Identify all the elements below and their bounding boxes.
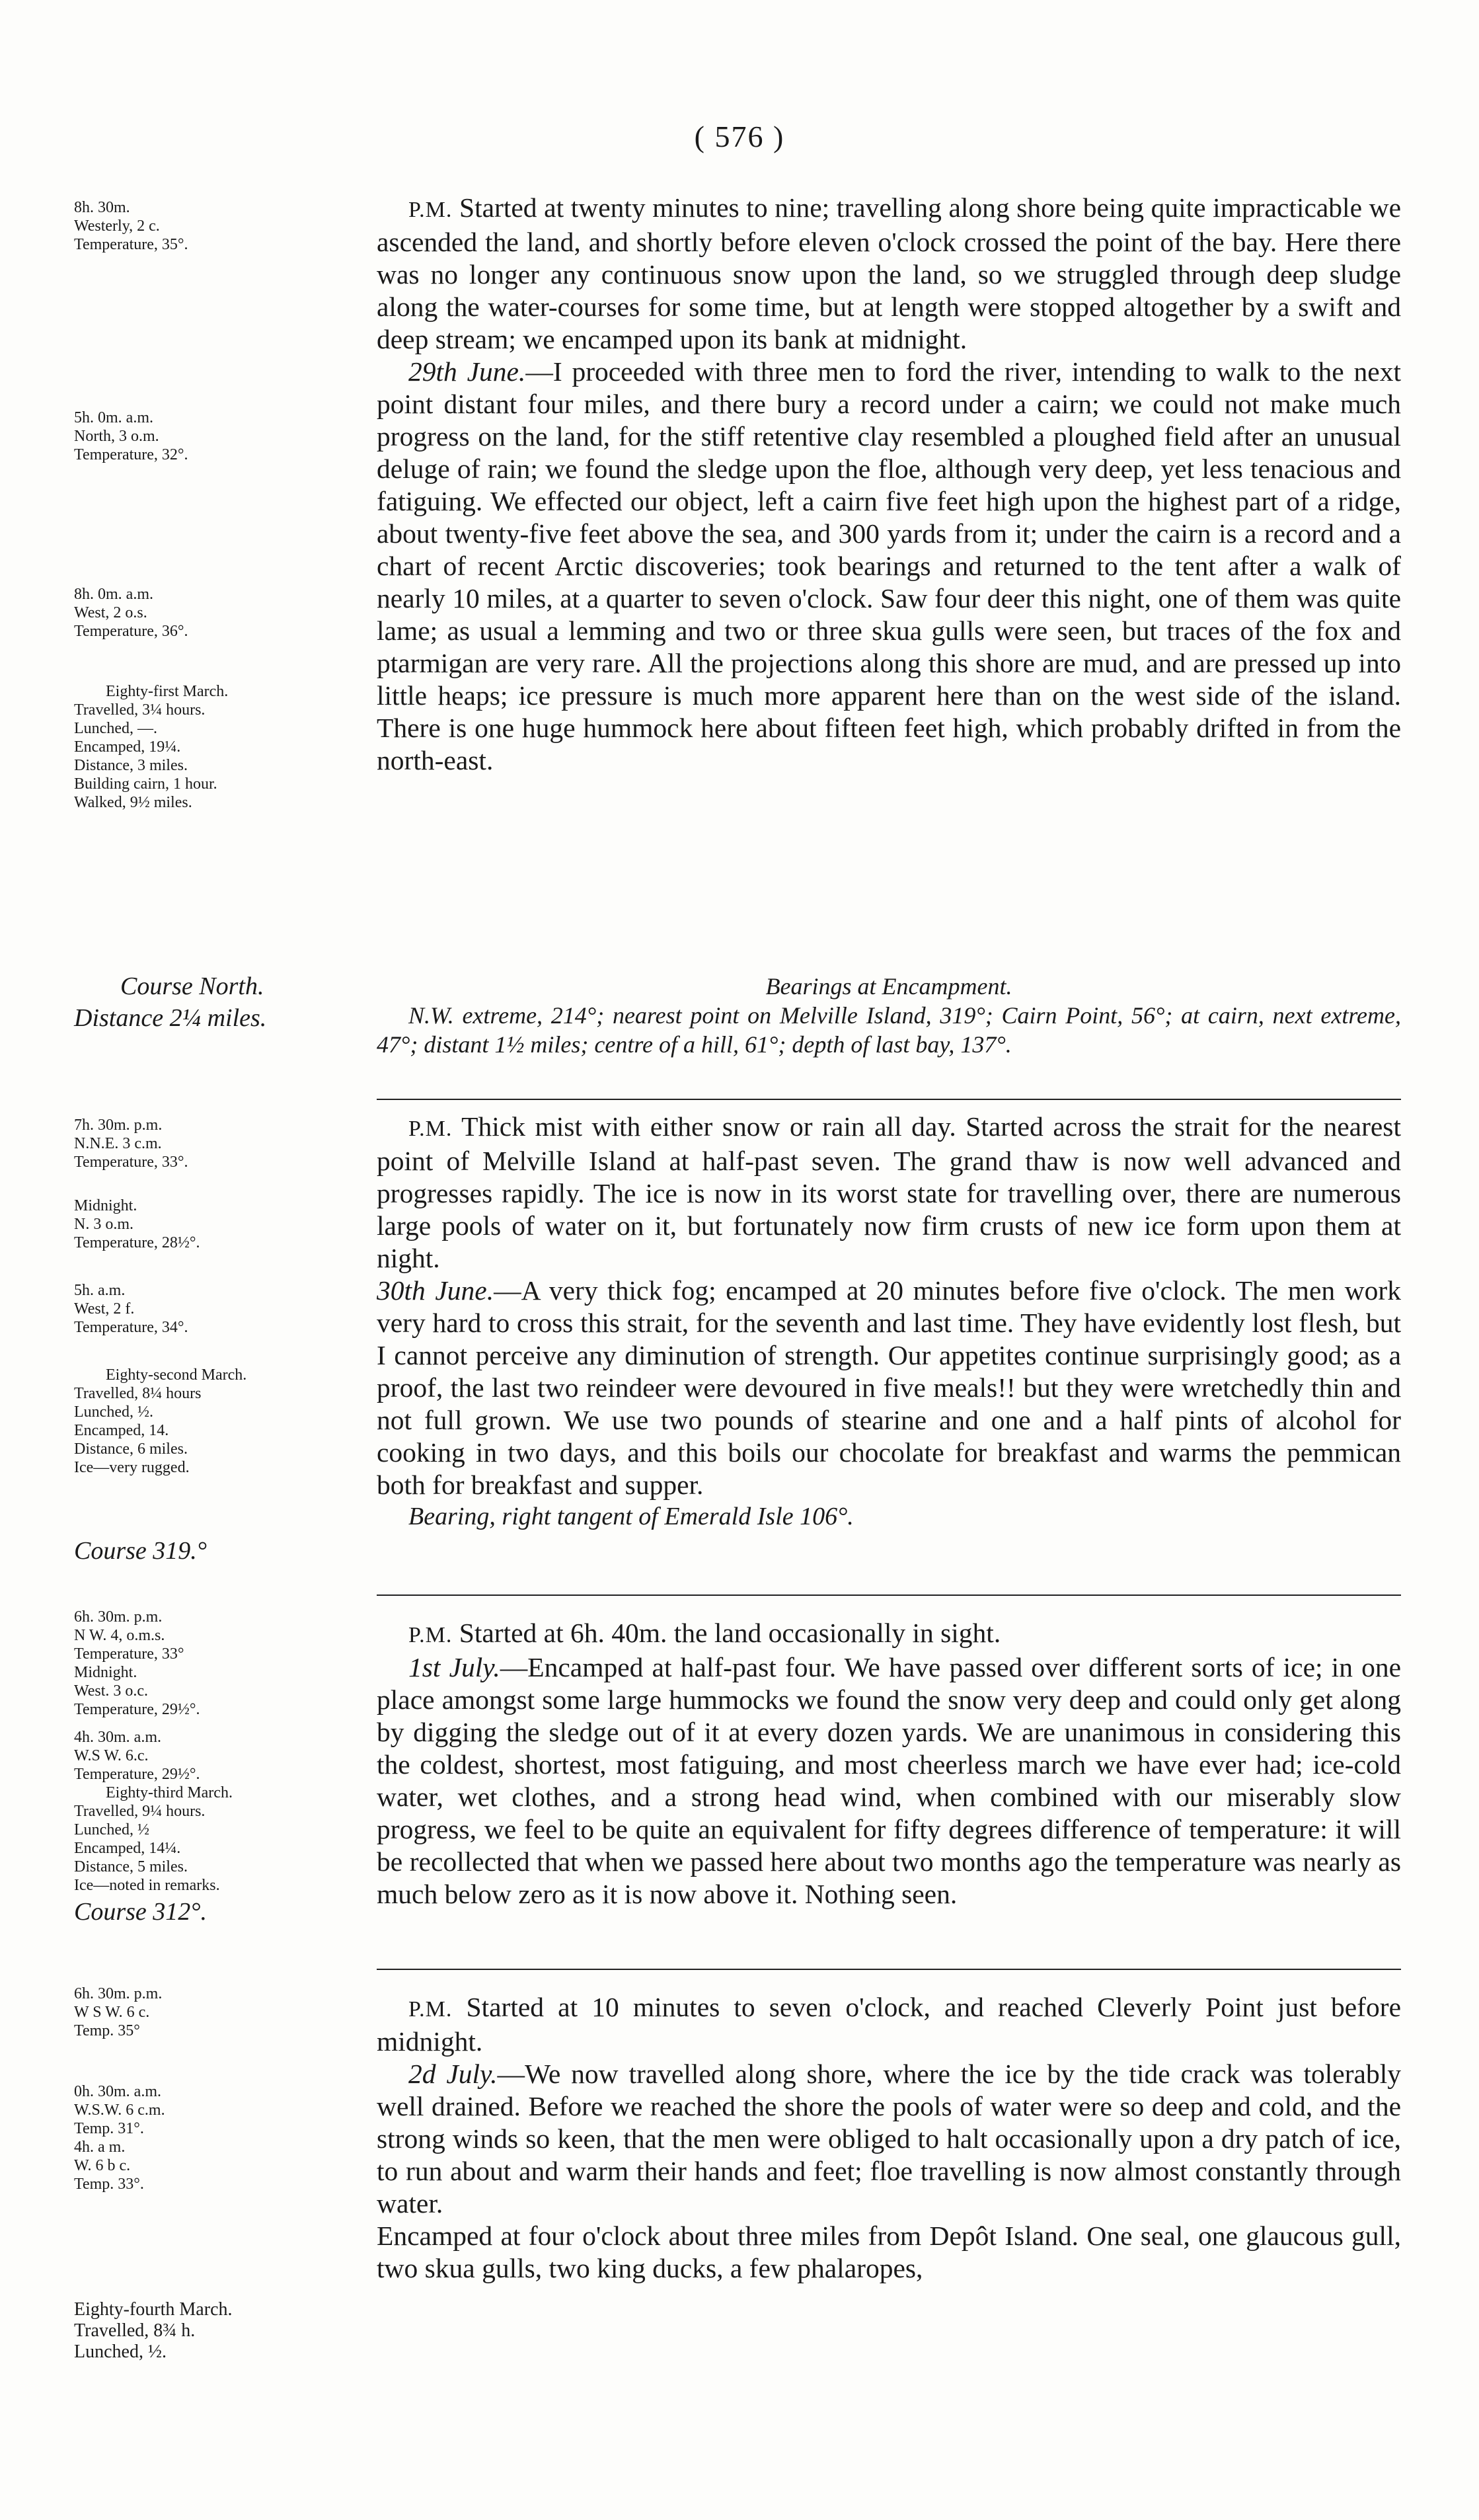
course-note-1 — [74, 970, 358, 1034]
margin-line: 8h. 30m. — [74, 199, 130, 216]
margin-line: Travelled, 3¼ hours. — [74, 701, 206, 719]
margin-line: Midnight. — [74, 1664, 137, 1681]
margin-line: Midnight. — [74, 1197, 137, 1214]
margin-line: Distance, 6 miles. — [74, 1440, 188, 1458]
margin-line: Westerly, 2 c. — [74, 217, 160, 235]
margin-line: Distance, 3 miles. — [74, 757, 188, 774]
margin-line: Temp. 35° — [74, 2022, 140, 2039]
section-divider — [377, 1595, 1401, 1596]
margin-note-1 — [74, 198, 358, 254]
march-log-81 — [74, 682, 358, 812]
march-heading: Eighty-first March. — [106, 683, 229, 700]
margin-line: Ice—noted in remarks. — [74, 1877, 220, 1894]
margin-line: Travelled, 8¼ hours — [74, 1385, 202, 1402]
margin-line: Temperature, 28½°. — [74, 1234, 200, 1251]
margin-line: Ice—very rugged. — [74, 1459, 190, 1476]
paragraph-text: —A very thick fog; encamped at 20 minutes before five o'clock. The men work very hard to cross this strait, for the seventh and last time. They have evidently lost flesh, but I cannot perceive any diminution of strength. Our appetites continue surprisingly good; as a proof, the last two reindeer were devoured in five meals!! but they were wretchedly thin and not full grown. We use two pounds of stearine and one and a half pints of alcohol for cooking in two days, and this boils our chocolate for breakfast and warms the pemmican both for breakfast and supper. — [377, 1275, 1401, 1500]
time-lead: P.M. — [408, 1623, 453, 1647]
margin-line: Travelled, 8¾ h. — [74, 2320, 196, 2341]
margin-line: West, 2 o.s. — [74, 604, 147, 621]
margin-line: 0h. 30m. a.m. — [74, 2083, 161, 2100]
margin-line: 8h. 0m. a.m. — [74, 586, 153, 603]
margin-note-6 — [74, 1197, 358, 1252]
margin-note-7 — [74, 1281, 358, 1337]
date-lead: 29th June. — [408, 356, 526, 387]
margin-line: 4h. a m. — [74, 2139, 126, 2156]
margin-note-3 — [74, 585, 358, 641]
margin-line: W. 6 b c. — [74, 2157, 131, 2174]
margin-line: Temperature, 33° — [74, 1645, 184, 1663]
section-divider — [377, 1099, 1401, 1100]
margin-note-2 — [74, 409, 358, 464]
bearings-text: N.W. extreme, 214°; nearest point on Melville Island, 319°; Cairn Point, 56°; at cairn, next extreme, 47°; distant 1½ miles; centre of a hill, 61°; depth of last bay, 137°. — [377, 1002, 1401, 1058]
course-note-3 — [74, 1896, 358, 1928]
course-line: Course North. — [120, 972, 264, 1000]
margin-line: North, 3 o.m. — [74, 428, 159, 445]
margin-line: Temperature, 29½°. — [74, 1766, 200, 1783]
margin-line: Walked, 9½ miles. — [74, 794, 192, 811]
paragraph-text: —Encamped at half-past four. We have passed over different sorts of ice; in one place amongst some large hummocks we found the snow very deep and could only get along by digging the sledge out of it at every dozen yards. We are unanimous in considering this the coldest, shortest, most fatiguing, and most cheerless march we have ever had; ice-cold water, wet clothes, and a strong head wind, when combined with our miserably slow progress, we feel to be quite an equivalent for fifty degrees difference of temperature: it will be recollected that when we passed here about two months ago the temperature was nearly as much below zero as it is now above it. Nothing seen. — [377, 1652, 1401, 1909]
course-line: Course 312°. — [74, 1898, 207, 1926]
paragraph-text: Started at twenty minutes to nine; travelling along shore being quite impracticable we ascended the land, and shortly before eleven o'clock crossed the point of the bay. Here there was no longer any continuous snow upon the land, so we struggled through deep sludge along the water-courses for some time, but at length were stopped altogether by a swift and deep stream; we encamped upon its bank at midnight. — [377, 192, 1401, 354]
march-log-82 — [74, 1366, 358, 1477]
margin-line: Temperature, 32°. — [74, 446, 188, 463]
entry-june-30 — [377, 1111, 1401, 1532]
time-lead: P.M. — [408, 198, 453, 222]
bearing-line: Bearing, right tangent of Emerald Isle 106°. — [408, 1503, 854, 1530]
margin-line: Travelled, 9¼ hours. — [74, 1803, 206, 1820]
margin-line: 6h. 30m. p.m. — [74, 1608, 163, 1626]
margin-line: W.S.W. 6 c.m. — [74, 2102, 165, 2119]
margin-note-13 — [74, 2082, 358, 2193]
march-heading: Eighty-third March. — [106, 1784, 233, 1801]
course-line: Course 319.° — [74, 1537, 207, 1565]
margin-note-12 — [74, 1985, 358, 2040]
margin-line: 7h. 30m. p.m. — [74, 1117, 163, 1134]
march-log-84 — [74, 2299, 358, 2363]
margin-line: Temperature, 33°. — [74, 1154, 188, 1171]
margin-line: Distance, 5 miles. — [74, 1858, 188, 1875]
margin-line: 4h. 30m. a.m. — [74, 1729, 161, 1746]
time-lead: P.M. — [408, 1997, 453, 2022]
march-heading: Eighty-fourth March. — [74, 2299, 233, 2320]
paragraph-text: Thick mist with either snow or rain all day. Started across the strait for the nearest point of Melville Island at half-past seven. The grand thaw is now well advanced and progresses rapidly. The ice is now in its worst state for travelling over, there are numerous large pools of water on it, but fortunately now firm crusts of new ice form upon them at night. — [377, 1111, 1401, 1273]
paragraph-text: Encamped at four o'clock about three miles from Depôt Island. One seal, one glaucous gull, two skua gulls, two king ducks, a few phalaropes, — [377, 2221, 1401, 2283]
margin-line: Lunched, ½. — [74, 1403, 153, 1421]
margin-line: Temperature, 36°. — [74, 623, 188, 640]
margin-line: Encamped, 19¼. — [74, 738, 181, 756]
paragraph-text: Started at 6h. 40m. the land occasionally in sight. — [452, 1618, 1001, 1648]
margin-line: N W. 4, o.m.s. — [74, 1627, 165, 1644]
section-divider — [377, 1969, 1401, 1970]
march-log-83 — [74, 1784, 358, 1895]
margin-line: Lunched, ½. — [74, 2342, 167, 2362]
margin-line: Temperature, 29½°. — [74, 1701, 200, 1718]
margin-line: N. 3 o.m. — [74, 1216, 133, 1233]
page-number: ( 576 ) — [694, 120, 785, 153]
time-lead: P.M. — [408, 1117, 453, 1141]
margin-line: Lunched, —. — [74, 720, 157, 737]
margin-line: 5h. a.m. — [74, 1282, 126, 1299]
paragraph-text: Started at 10 minutes to seven o'clock, and reached Cleverly Point just before midnight. — [377, 1992, 1401, 2057]
margin-line: West. 3 o.c. — [74, 1682, 149, 1700]
margin-line: Encamped, 14. — [74, 1422, 169, 1439]
entry-july-1 — [377, 1617, 1401, 1910]
margin-line: Lunched, ½ — [74, 1821, 149, 1838]
margin-line: Temperature, 34°. — [74, 1319, 188, 1336]
course-note-2 — [74, 1535, 358, 1567]
bearings-heading: Bearings at Encampment. — [765, 973, 1012, 1000]
margin-line: Temp. 31°. — [74, 2120, 144, 2137]
margin-line: W.S W. 6.c. — [74, 1747, 149, 1764]
margin-note-5 — [74, 1116, 358, 1171]
margin-line: Encamped, 14¼. — [74, 1840, 181, 1857]
date-lead: 30th June. — [377, 1275, 494, 1306]
margin-line: W S W. 6 c. — [74, 2004, 150, 2021]
margin-line: Temperature, 35°. — [74, 236, 188, 253]
distance-line: Distance 2¼ miles. — [74, 1004, 267, 1032]
paragraph-text: —I proceeded with three men to ford the river, intending to walk to the next point distant four miles, and there bury a record under a cairn; we could not make much progress on the land, for the stiff retentive clay resembled a ploughed field after an unusual deluge of rain; we found the sledge upon the floe, although very deep, yet less tenacious and fatiguing. We effected our object, left a cairn five feet high upon the highest part of a ridge, about twenty-five feet above the sea, and 300 yards from it; under the cairn is a record and a chart of recent Arctic discoveries; took bearings and returned to the tent after a walk of nearly 10 miles, at a quarter to seven o'clock. Saw four deer this night, one of them was quite lame; as usual a lemming and two or three skua gulls were seen, but traces of the fox and ptarmigan are very rare. All the projections along this shore are mud, and are pressed up into little heaps; ice pressure is much more apparent here than on the west side of the island. There is one huge hummock here about fifteen feet high, which probably drifted in from the north-east. — [377, 356, 1401, 775]
margin-line: N.N.E. 3 c.m. — [74, 1135, 162, 1152]
entry-june-28-29 — [377, 192, 1401, 777]
margin-note-9 — [74, 1608, 358, 1719]
entry-july-2 — [377, 1991, 1401, 2285]
margin-line: West, 2 f. — [74, 1300, 135, 1318]
paragraph-text: —We now travelled along shore, where the ice by the tide crack was tolerably well drained. Before we reached the shore the pools of water were so deep and cold, and the strong winds so keen, that the men were obliged to halt occasionally upon a dry patch of ice, to run about and warm their hands and feet; floe travelling is now almost constantly through water. — [377, 2059, 1401, 2219]
margin-line: Temp. 33°. — [74, 2176, 144, 2193]
date-lead: 2d July. — [408, 2059, 498, 2089]
march-heading: Eighty-second March. — [106, 1366, 247, 1384]
margin-line: Building cairn, 1 hour. — [74, 775, 217, 793]
date-lead: 1st July. — [408, 1652, 500, 1682]
margin-note-10 — [74, 1728, 358, 1784]
margin-line: 6h. 30m. p.m. — [74, 1985, 163, 2002]
margin-line: 5h. 0m. a.m. — [74, 409, 153, 426]
bearings-block-1 — [377, 972, 1401, 1059]
